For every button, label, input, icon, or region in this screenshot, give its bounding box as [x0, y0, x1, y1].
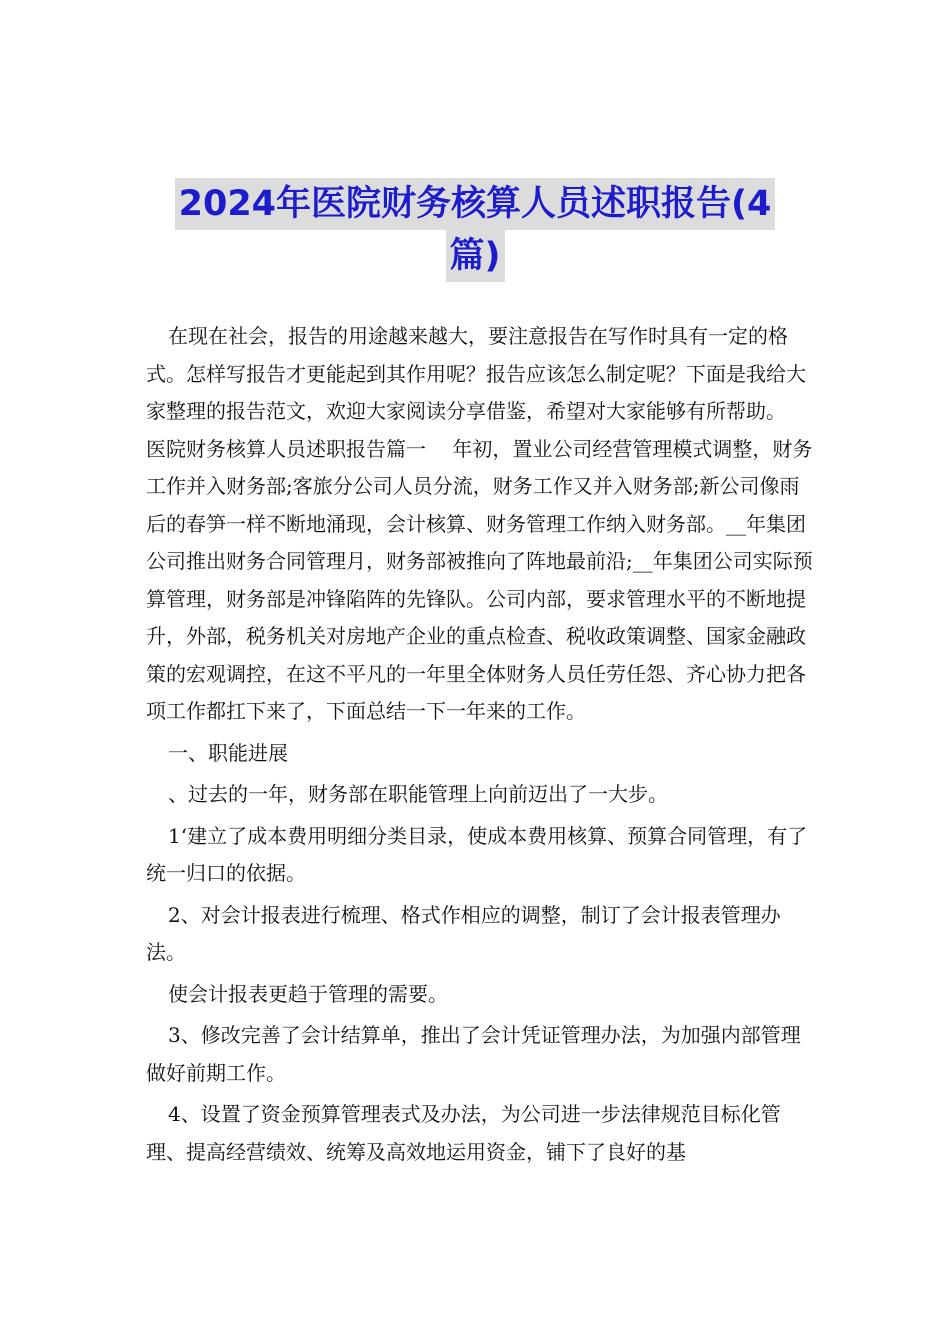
list-item: 3、修改完善了会计结算单，推出了会计凭证管理办法，为加强内部管理做好前期工作。 — [146, 1023, 801, 1085]
list-item: 4、设置了资金预算管理表式及办法，为公司进一步法律规范目标化管理、提高经营绩效、统筹及高效地运用资金，铺下了良好的基 — [146, 1102, 781, 1164]
document-body — [146, 318, 818, 1171]
list-item: 2、对会计报表进行梳理、格式作相应的调整，制订了会计报表管理办法。 — [146, 902, 781, 964]
list-item: 使会计报表更趋于管理的需要。 — [168, 981, 448, 1006]
document-title — [0, 178, 950, 282]
title-line-2: 篇) — [446, 230, 505, 282]
report-paragraph-1: 医院财务核算人员述职报告篇一 年初，置业公司经营管理模式调整，财务工作并入财务部;客旅分公司人员分流，财务工作又并入财务部;新公司像雨后的春笋一样不断地涌现，会计核算、财务管理工作纳入财务部。__年集团公司推出财务合同管理月，财务部被推向了阵地最前沿;__年集团公司实际预算管理，财务部是冲锋陷阵的先锋队。公司内部，要求管理水平的不断地提升，外部，税务机关对房地产企业的重点检查、税收政策调整、国家金融政策的宏观调控，在这不平凡的一年里全体财务人员任劳任怨、齐心协力把各项工作都扛下来了，下面总结一下一年来的工作。 — [146, 436, 813, 723]
intro-paragraph: 在现在社会，报告的用途越来越大，要注意报告在写作时具有一定的格式。怎样写报告才更能起到其作用呢？报告应该怎么制定呢？下面是我给大家整理的报告范文，欢迎大家阅读分享借鉴，希望对大家能够有所帮助。 — [146, 324, 806, 423]
list-item: 、过去的一年，财务部在职能管理上向前迈出了一大步。 — [168, 782, 668, 806]
section-heading: 一、职能进展 — [168, 740, 288, 765]
list-item: 1‘建立了成本费用明细分类目录，使成本费用核算、预算合同管理，有了统一归口的依据。 — [146, 823, 808, 885]
title-line-1: 2024年医院财务核算人员述职报告(4 — [175, 178, 776, 230]
